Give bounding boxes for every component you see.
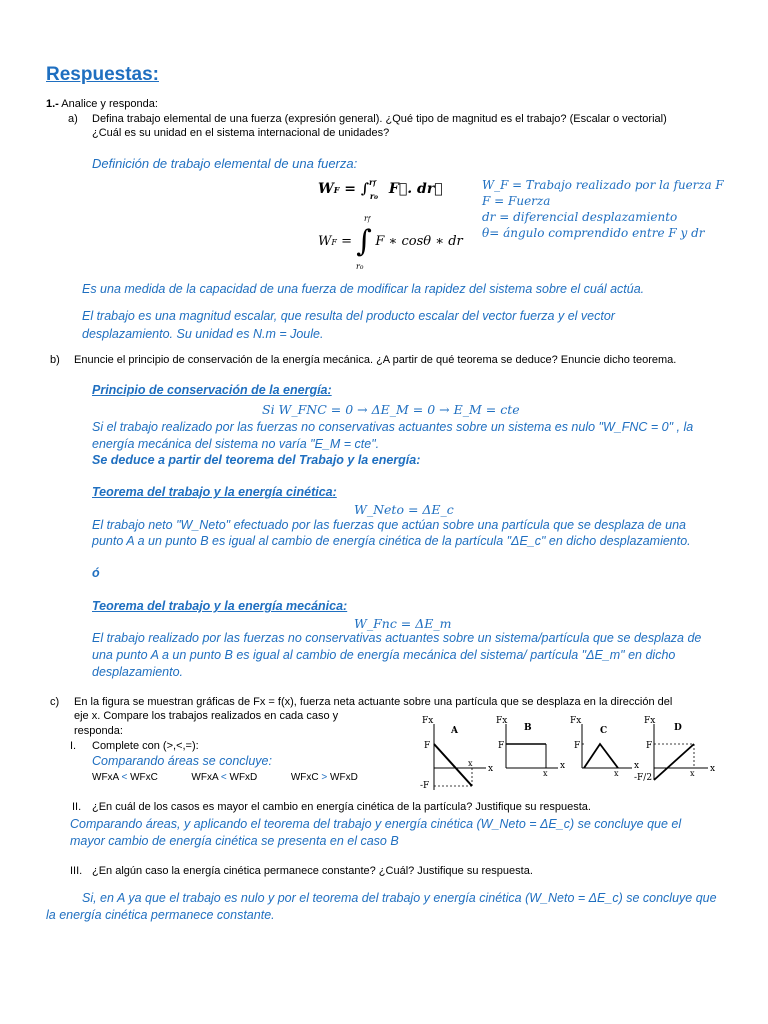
question-intro-text: Analice y responda: — [61, 98, 158, 110]
graph-b-F-label: F — [498, 741, 505, 751]
item-c-question-line2: eje x. Compare los trabajos realizados en cada caso y — [74, 710, 339, 722]
work-integral-scalar-formula: WF = ∫ F ∗ cosθ ∗ dr — [318, 224, 463, 259]
graph-b-label: B — [524, 723, 532, 733]
graph-b — [496, 716, 565, 778]
graph-d-label: D — [674, 723, 682, 733]
item-a-heading: Definición de trabajo elemental de una fuerza: — [92, 156, 358, 171]
item-b-question: Enuncie el principio de conservación de la energía mecánica. ¿A partir de qué teorema se deduce? Enuncie dicho teorema. — [74, 354, 677, 366]
integral-upper-limit: rf — [364, 214, 371, 223]
graph-b-x-mark: x — [543, 769, 548, 778]
mechanical-theorem-text-line1: El trabajo realizado por las fuerzas no conservativas actuantes sobre un sistema/partícula que se desplaza de — [92, 631, 702, 645]
conservation-text-line1: Si el trabajo realizado por las fuerzas no conservativas actuantes sobre un sistema es nulo "W_FNC = 0" , la — [92, 420, 694, 434]
legend-line-1: W_F = Trabajo realizado por la fuerza F — [482, 178, 724, 192]
sub-II-number: II. — [72, 801, 82, 813]
graph-b-axis-x-label: x — [560, 761, 566, 771]
sub-III-number: III. — [70, 865, 83, 877]
kinetic-theorem-formula: W_Neto = ΔE_c — [354, 502, 454, 517]
mechanical-theorem-heading: Teorema del trabajo y la energía mecánica: — [92, 599, 348, 613]
graph-d-F-label: F — [646, 741, 653, 751]
sub-II-answer-line1: Comparando áreas, y aplicando el teorema del trabajo y energía cinética (W_Neto = ΔE_c) se concluye que el — [70, 817, 682, 831]
comparison-term: WFxD — [330, 772, 358, 783]
item-a-letter: a) — [68, 113, 78, 125]
comparison-sign: > — [321, 772, 328, 783]
sub-I-number: I. — [70, 740, 77, 752]
kinetic-theorem-text-line2: punto A a un punto B es igual al cambio de energía cinética de la partícula "ΔE_c" en dicho desplazamiento. — [92, 534, 691, 548]
graph-c — [570, 716, 639, 778]
graph-c-F-label: F — [574, 741, 581, 751]
graph-d — [634, 716, 715, 783]
sub-I-answer-heading: Comparando áreas se concluye: — [92, 754, 272, 768]
item-a-answer-1: Es una medida de la capacidad de una fuerza de modificar la rapidez del sistema sobre el cuál actúa. — [82, 282, 645, 296]
graph-c-axis-x-label: x — [634, 761, 640, 771]
graph-d-negF2-label: -F/2 — [634, 773, 653, 783]
sub-I-comparison-row — [92, 772, 358, 783]
graph-a-x-mark: x — [468, 759, 473, 768]
comparison-term: WFxC — [290, 772, 319, 783]
sub-III-answer-line1: Si, en A ya que el trabajo es nulo y por el teorema del trabajo y energía cinética (W_Neto = ΔE_c) se concluye que — [82, 891, 717, 905]
item-a-question-line2: ¿Cuál es su unidad en el sistema internacional de unidades? — [92, 127, 390, 139]
item-c-question-line1: En la figura se muestran gráficas de Fx = f(x), fuerza neta actuante sobre una partícula que se desplaza en la dirección del — [74, 696, 673, 708]
conservation-heading: Principio de conservación de la energía: — [92, 383, 332, 397]
comparison-term: WFxD — [229, 772, 258, 783]
or-separator: ó — [92, 566, 100, 580]
page-title: Respuestas: — [46, 64, 159, 85]
legend-line-3: dr = diferencial desplazamiento — [482, 210, 678, 224]
sub-III-answer-line2: la energía cinética permanece constante. — [46, 908, 275, 922]
force-graphs-figure — [418, 714, 728, 790]
graph-c-x-mark: x — [614, 769, 619, 778]
comparison-term: WFxC — [130, 772, 158, 783]
graph-c-axis-y-label: Fx — [570, 716, 582, 726]
conservation-formula: Si W_FNC = 0 → ΔE_M = 0 → E_M = cte — [262, 402, 520, 417]
kinetic-theorem-text-line1: El trabajo neto "W_Neto" efectuado por las fuerzas que actúan sobre una partícula que se desplaza de una — [92, 518, 686, 532]
item-c-question-line3: responda: — [74, 725, 123, 737]
sub-II-question: ¿En cuál de los casos es mayor el cambio en energía cinética de la partícula? Justifique su respuesta. — [92, 801, 591, 813]
item-c-letter: c) — [50, 696, 60, 708]
graph-a — [420, 716, 493, 790]
comparison-term: WFxA — [191, 772, 219, 783]
legend-line-2: F = Fuerza — [482, 194, 551, 208]
graph-d-axis-y-label: Fx — [644, 716, 656, 726]
graph-d-axis-x-label: x — [710, 764, 716, 774]
legend-line-4: θ= ángulo comprendido entre F y dr — [482, 226, 705, 240]
sub-II-answer-line2: mayor cambio de energía cinética se presenta en el caso B — [70, 834, 399, 848]
graph-d-x-mark: x — [690, 769, 695, 778]
question-number: 1.- — [46, 98, 59, 110]
integral-lower-limit: ro — [356, 262, 364, 271]
mechanical-theorem-text-line2: una punto A a un punto B es igual al cambio de energía mecánica del sistema/ partícula "ΔE_m" en dicho — [92, 648, 676, 662]
conservation-text-line2: energía mecánica del sistema no varía "E_M = cte". — [92, 437, 380, 451]
item-a-answer-2-line1: El trabajo es una magnitud escalar, que resulta del producto escalar del vector fuerza y el vector — [82, 309, 615, 323]
graph-a-axis-y-label: Fx — [422, 716, 434, 726]
mechanical-theorem-formula: W_Fnc = ΔE_m — [354, 616, 452, 631]
comparison-sign: < — [220, 772, 227, 783]
sub-I-question: Complete con (>,<,=): — [92, 740, 199, 752]
graph-a-F-label: F — [424, 741, 431, 751]
question-1-intro — [46, 98, 158, 110]
graph-a-negF-label: -F — [420, 781, 430, 790]
graph-b-axis-y-label: Fx — [496, 716, 508, 726]
comparison-term: WFxA — [92, 772, 119, 783]
item-b-letter: b) — [50, 354, 60, 366]
mechanical-theorem-text-line3: desplazamiento. — [92, 665, 184, 679]
graph-c-label: C — [600, 726, 608, 736]
sub-III-question: ¿En algún caso la energía cinética permanece constante? ¿Cuál? Justifique su respuesta. — [92, 865, 533, 877]
comparison-sign: < — [121, 772, 128, 783]
work-integral-vector-formula: WF = ∫$^{rf}_{ro}$ F⃗. dr⃗ — [318, 177, 443, 201]
item-a-question-line1: Defina trabajo elemental de una fuerza (expresión general). ¿Qué tipo de magnitud es el trabajo? (Escalar o vectorial) — [92, 113, 667, 125]
item-a-answer-2-line2: desplazamiento. Su unidad es N.m = Joule. — [82, 327, 324, 341]
graph-a-axis-x-label: x — [488, 764, 494, 774]
kinetic-theorem-heading: Teorema del trabajo y la energía cinética: — [92, 485, 337, 499]
deduce-statement: Se deduce a partir del teorema del Trabajo y la energía: — [92, 453, 421, 467]
graph-a-label: A — [451, 726, 458, 736]
